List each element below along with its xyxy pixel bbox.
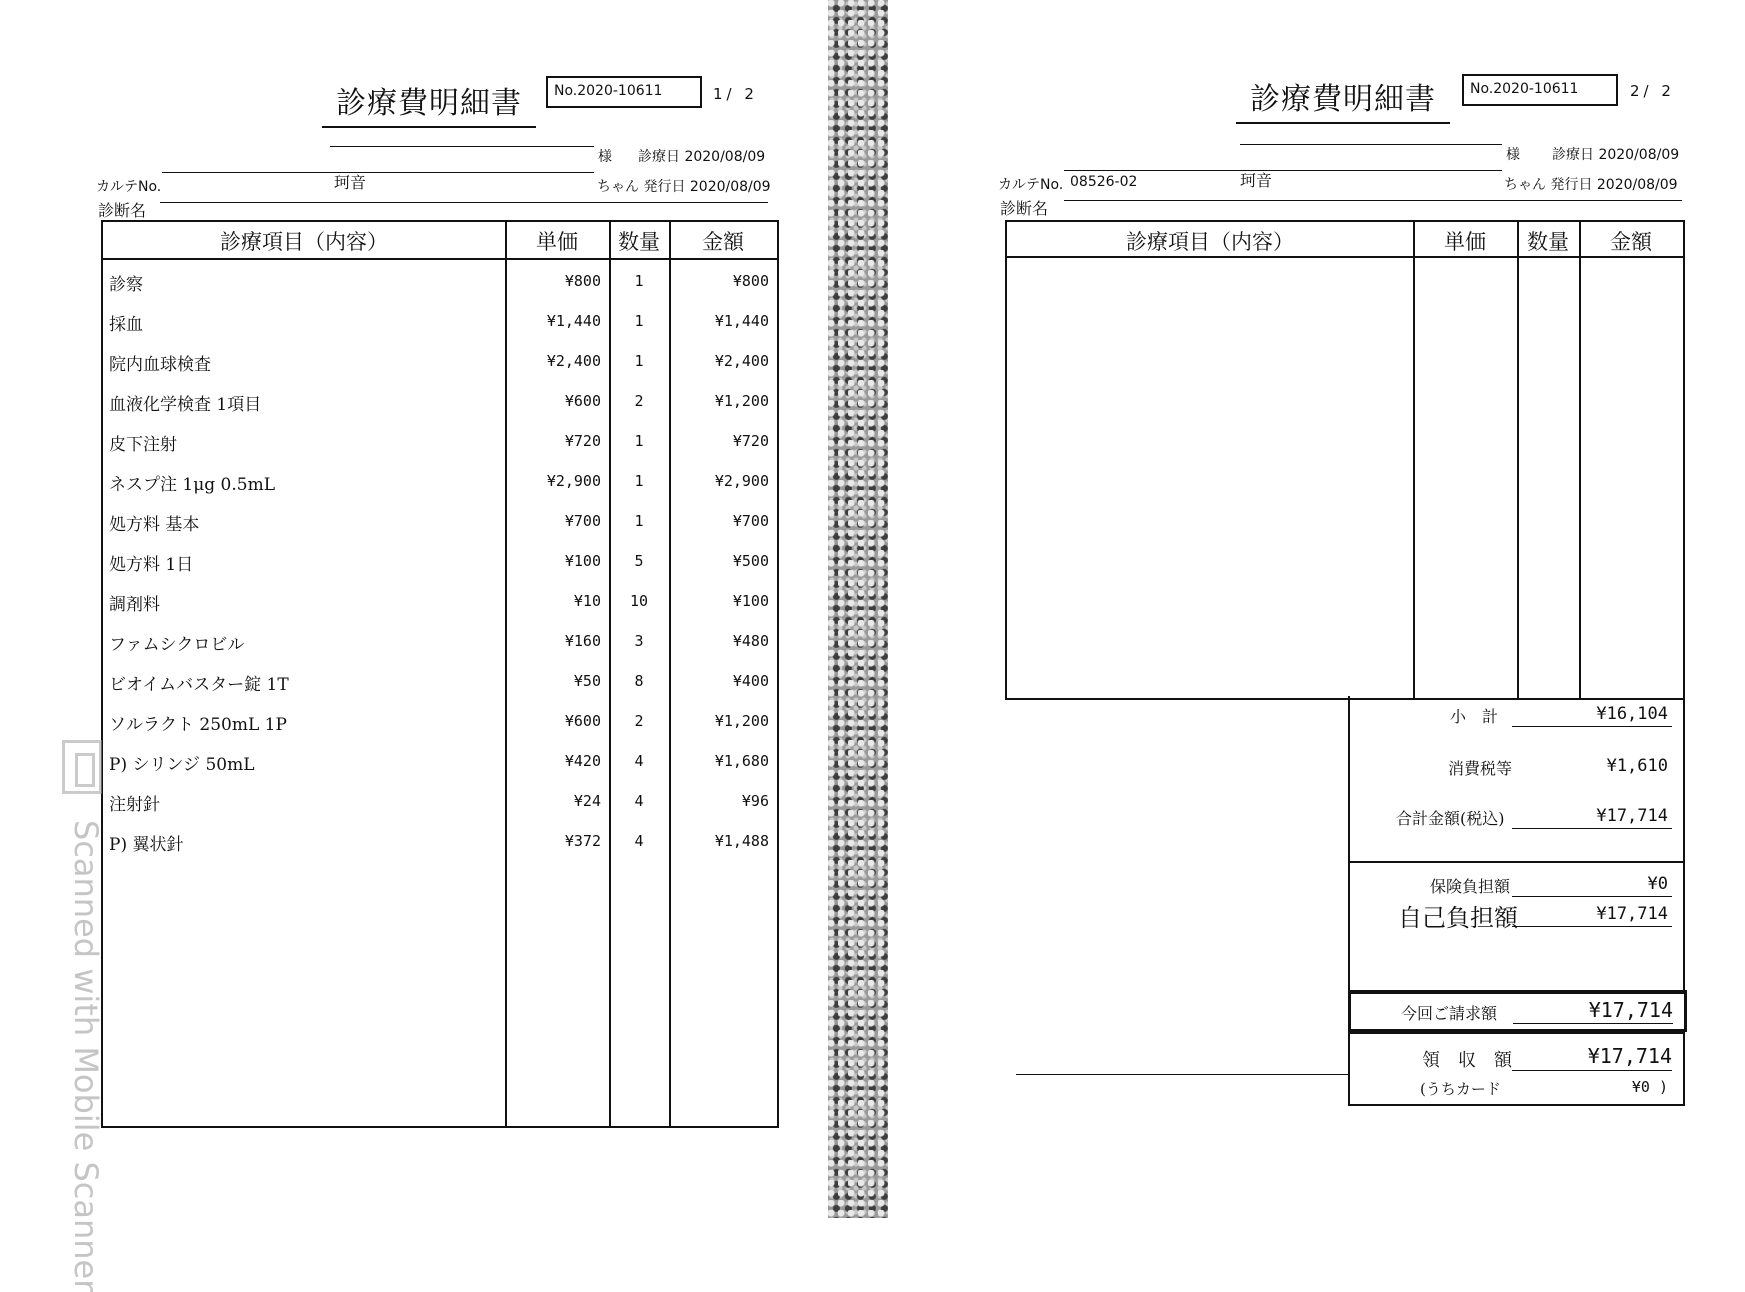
diagnosis-label: 診断名 (98, 201, 147, 220)
tax-value: ¥1,610 (1606, 756, 1668, 776)
header-unit-price: 単価 (536, 230, 578, 254)
table-row (103, 742, 777, 782)
exam-date: 診療日 2020/08/09 (638, 149, 766, 165)
signature-line (1016, 1074, 1348, 1075)
karte-line (1064, 170, 1502, 171)
quantity: 1 (634, 352, 644, 370)
amount: ¥400 (732, 672, 769, 690)
self-pay-line (1512, 926, 1672, 927)
amount: ¥1,488 (714, 832, 769, 850)
item-name: P) 翼状針 (109, 835, 184, 855)
page-title: 診療費明細書 (322, 78, 536, 128)
item-name: ネスプ注 1μg 0.5mL (109, 475, 275, 495)
amount: ¥1,440 (714, 312, 769, 330)
summary-divider (1350, 861, 1683, 863)
unit-price: ¥800 (564, 272, 601, 290)
item-name: 処方料 基本 (109, 515, 200, 535)
self-pay-label: 自己負担額 (1398, 904, 1518, 932)
table-row (103, 582, 777, 622)
unit-price: ¥50 (573, 672, 601, 690)
total-line (1512, 828, 1672, 829)
quantity: 4 (634, 832, 644, 850)
header-divider (1007, 256, 1683, 258)
unit-price: ¥10 (573, 592, 601, 610)
item-name: 調剤料 (109, 595, 160, 615)
patient-name: 珂音 (1240, 171, 1273, 190)
column-divider (1517, 222, 1519, 698)
item-name: P) シリンジ 50mL (109, 755, 255, 775)
table-row (103, 262, 777, 302)
billed-value: ¥17,714 (1588, 998, 1673, 1022)
item-name: 診察 (109, 275, 143, 295)
billed-box (1348, 990, 1687, 1032)
item-name: 院内血球検査 (109, 355, 211, 375)
quantity: 2 (634, 392, 644, 410)
self-pay-value: ¥17,714 (1596, 904, 1668, 924)
header-divider (103, 258, 777, 260)
quantity: 8 (634, 672, 644, 690)
table-row (103, 822, 777, 862)
amount: ¥100 (732, 592, 769, 610)
quantity: 1 (634, 272, 644, 290)
scanner-logo-icon (62, 740, 102, 794)
table-row (103, 782, 777, 822)
amount: ¥800 (732, 272, 769, 290)
honorific: 様 (1506, 147, 1520, 163)
subtotal-label: 小 計 (1450, 707, 1499, 726)
received-line (1512, 1070, 1672, 1071)
page-number: 1/ 2 (713, 85, 758, 103)
items-table (1005, 220, 1685, 700)
tax-label: 消費税等 (1448, 759, 1513, 778)
amount: ¥480 (732, 632, 769, 650)
quantity: 10 (629, 592, 649, 610)
card-label: (うちカード (1420, 1080, 1501, 1098)
karte-number: 08526-02 (1070, 174, 1138, 190)
item-name: ソルラクト 250mL 1P (109, 715, 287, 735)
received-label: 領 収 額 (1422, 1050, 1512, 1071)
insurance-line (1512, 896, 1672, 897)
amount: ¥2,400 (714, 352, 769, 370)
table-row (103, 502, 777, 542)
quantity: 4 (634, 792, 644, 810)
unit-price: ¥100 (564, 552, 601, 570)
quantity: 1 (634, 512, 644, 530)
summary-box (1348, 696, 1685, 994)
header-unit-price: 単価 (1444, 230, 1486, 254)
customer-name-line (1240, 144, 1502, 145)
quantity: 1 (634, 312, 644, 330)
insurance-value: ¥0 (1647, 874, 1668, 894)
amount: ¥700 (732, 512, 769, 530)
document-number: No.2020-10611 (546, 76, 702, 108)
quantity: 3 (634, 632, 644, 650)
received-value: ¥17,714 (1587, 1044, 1672, 1068)
customer-name-line (330, 146, 594, 147)
table-row (103, 702, 777, 742)
unit-price: ¥2,400 (546, 352, 601, 370)
diagnosis-line (1064, 200, 1682, 201)
unit-price: ¥2,900 (546, 472, 601, 490)
header-qty: 数量 (1527, 230, 1569, 254)
header-item: 診療項目（内容） (220, 230, 388, 254)
unit-price: ¥600 (564, 392, 601, 410)
page-fold (828, 0, 888, 1218)
total-value: ¥17,714 (1596, 806, 1668, 826)
header-amount: 金額 (1610, 230, 1652, 254)
unit-price: ¥700 (564, 512, 601, 530)
unit-price: ¥372 (564, 832, 601, 850)
table-row (103, 422, 777, 462)
quantity: 5 (634, 552, 644, 570)
scanner-watermark (60, 740, 120, 1292)
table-row (103, 342, 777, 382)
unit-price: ¥1,440 (546, 312, 601, 330)
item-name: 血液化学検査 1項目 (109, 395, 262, 415)
items-table (101, 220, 779, 1128)
item-name: ファムシクロビル (109, 635, 245, 655)
quantity: 1 (634, 432, 644, 450)
issue-date: ちゃん 発行日 2020/08/09 (597, 179, 771, 195)
amount: ¥1,200 (714, 392, 769, 410)
karte-line (162, 172, 594, 173)
amount: ¥1,680 (714, 752, 769, 770)
header-item: 診療項目（内容） (1126, 230, 1294, 254)
amount: ¥2,900 (714, 472, 769, 490)
item-name: 皮下注射 (109, 435, 177, 455)
karte-label: カルテNo. (96, 179, 162, 195)
karte-label: カルテNo. (998, 177, 1064, 193)
diagnosis-label: 診断名 (1000, 199, 1049, 218)
document-number: No.2020-10611 (1462, 74, 1618, 106)
table-row (103, 302, 777, 342)
quantity: 1 (634, 472, 644, 490)
honorific: 様 (598, 149, 612, 165)
table-row (103, 542, 777, 582)
amount: ¥96 (741, 792, 769, 810)
quantity: 4 (634, 752, 644, 770)
column-divider (1579, 222, 1581, 698)
item-name: 処方料 1日 (109, 555, 194, 575)
page-title: 診療費明細書 (1236, 74, 1450, 124)
item-name: 採血 (109, 315, 143, 335)
amount: ¥1,200 (714, 712, 769, 730)
page-number: 2/ 2 (1630, 82, 1675, 100)
invoice-page-2 (888, 0, 1745, 1218)
quantity: 2 (634, 712, 644, 730)
table-row (103, 662, 777, 702)
diagnosis-line (160, 202, 768, 203)
subtotal-value: ¥16,104 (1596, 704, 1668, 724)
amount: ¥720 (732, 432, 769, 450)
header-amount: 金額 (702, 230, 744, 254)
table-row (103, 382, 777, 422)
patient-name: 珂音 (334, 173, 367, 192)
received-box (1348, 1032, 1685, 1106)
item-name: ビオイムバスター錠 1T (109, 675, 289, 695)
subtotal-line (1512, 726, 1672, 727)
issue-date: ちゃん 発行日 2020/08/09 (1504, 177, 1678, 193)
insurance-label: 保険負担額 (1430, 877, 1511, 896)
column-divider (1413, 222, 1415, 698)
billed-line (1513, 1023, 1673, 1024)
unit-price: ¥720 (564, 432, 601, 450)
unit-price: ¥24 (573, 792, 601, 810)
total-label: 合計金額(税込) (1396, 809, 1505, 828)
unit-price: ¥160 (564, 632, 601, 650)
item-name: 注射針 (109, 795, 160, 815)
table-row (103, 622, 777, 662)
exam-date: 診療日 2020/08/09 (1552, 147, 1680, 163)
amount: ¥500 (732, 552, 769, 570)
unit-price: ¥600 (564, 712, 601, 730)
invoice-page-1 (0, 0, 828, 1292)
billed-label: 今回ご請求額 (1401, 1004, 1498, 1023)
unit-price: ¥420 (564, 752, 601, 770)
header-qty: 数量 (618, 230, 660, 254)
table-row (103, 462, 777, 502)
card-value: ¥0 ) (1631, 1078, 1668, 1096)
watermark-text: Scanned with Mobile Scanner (67, 820, 105, 1292)
